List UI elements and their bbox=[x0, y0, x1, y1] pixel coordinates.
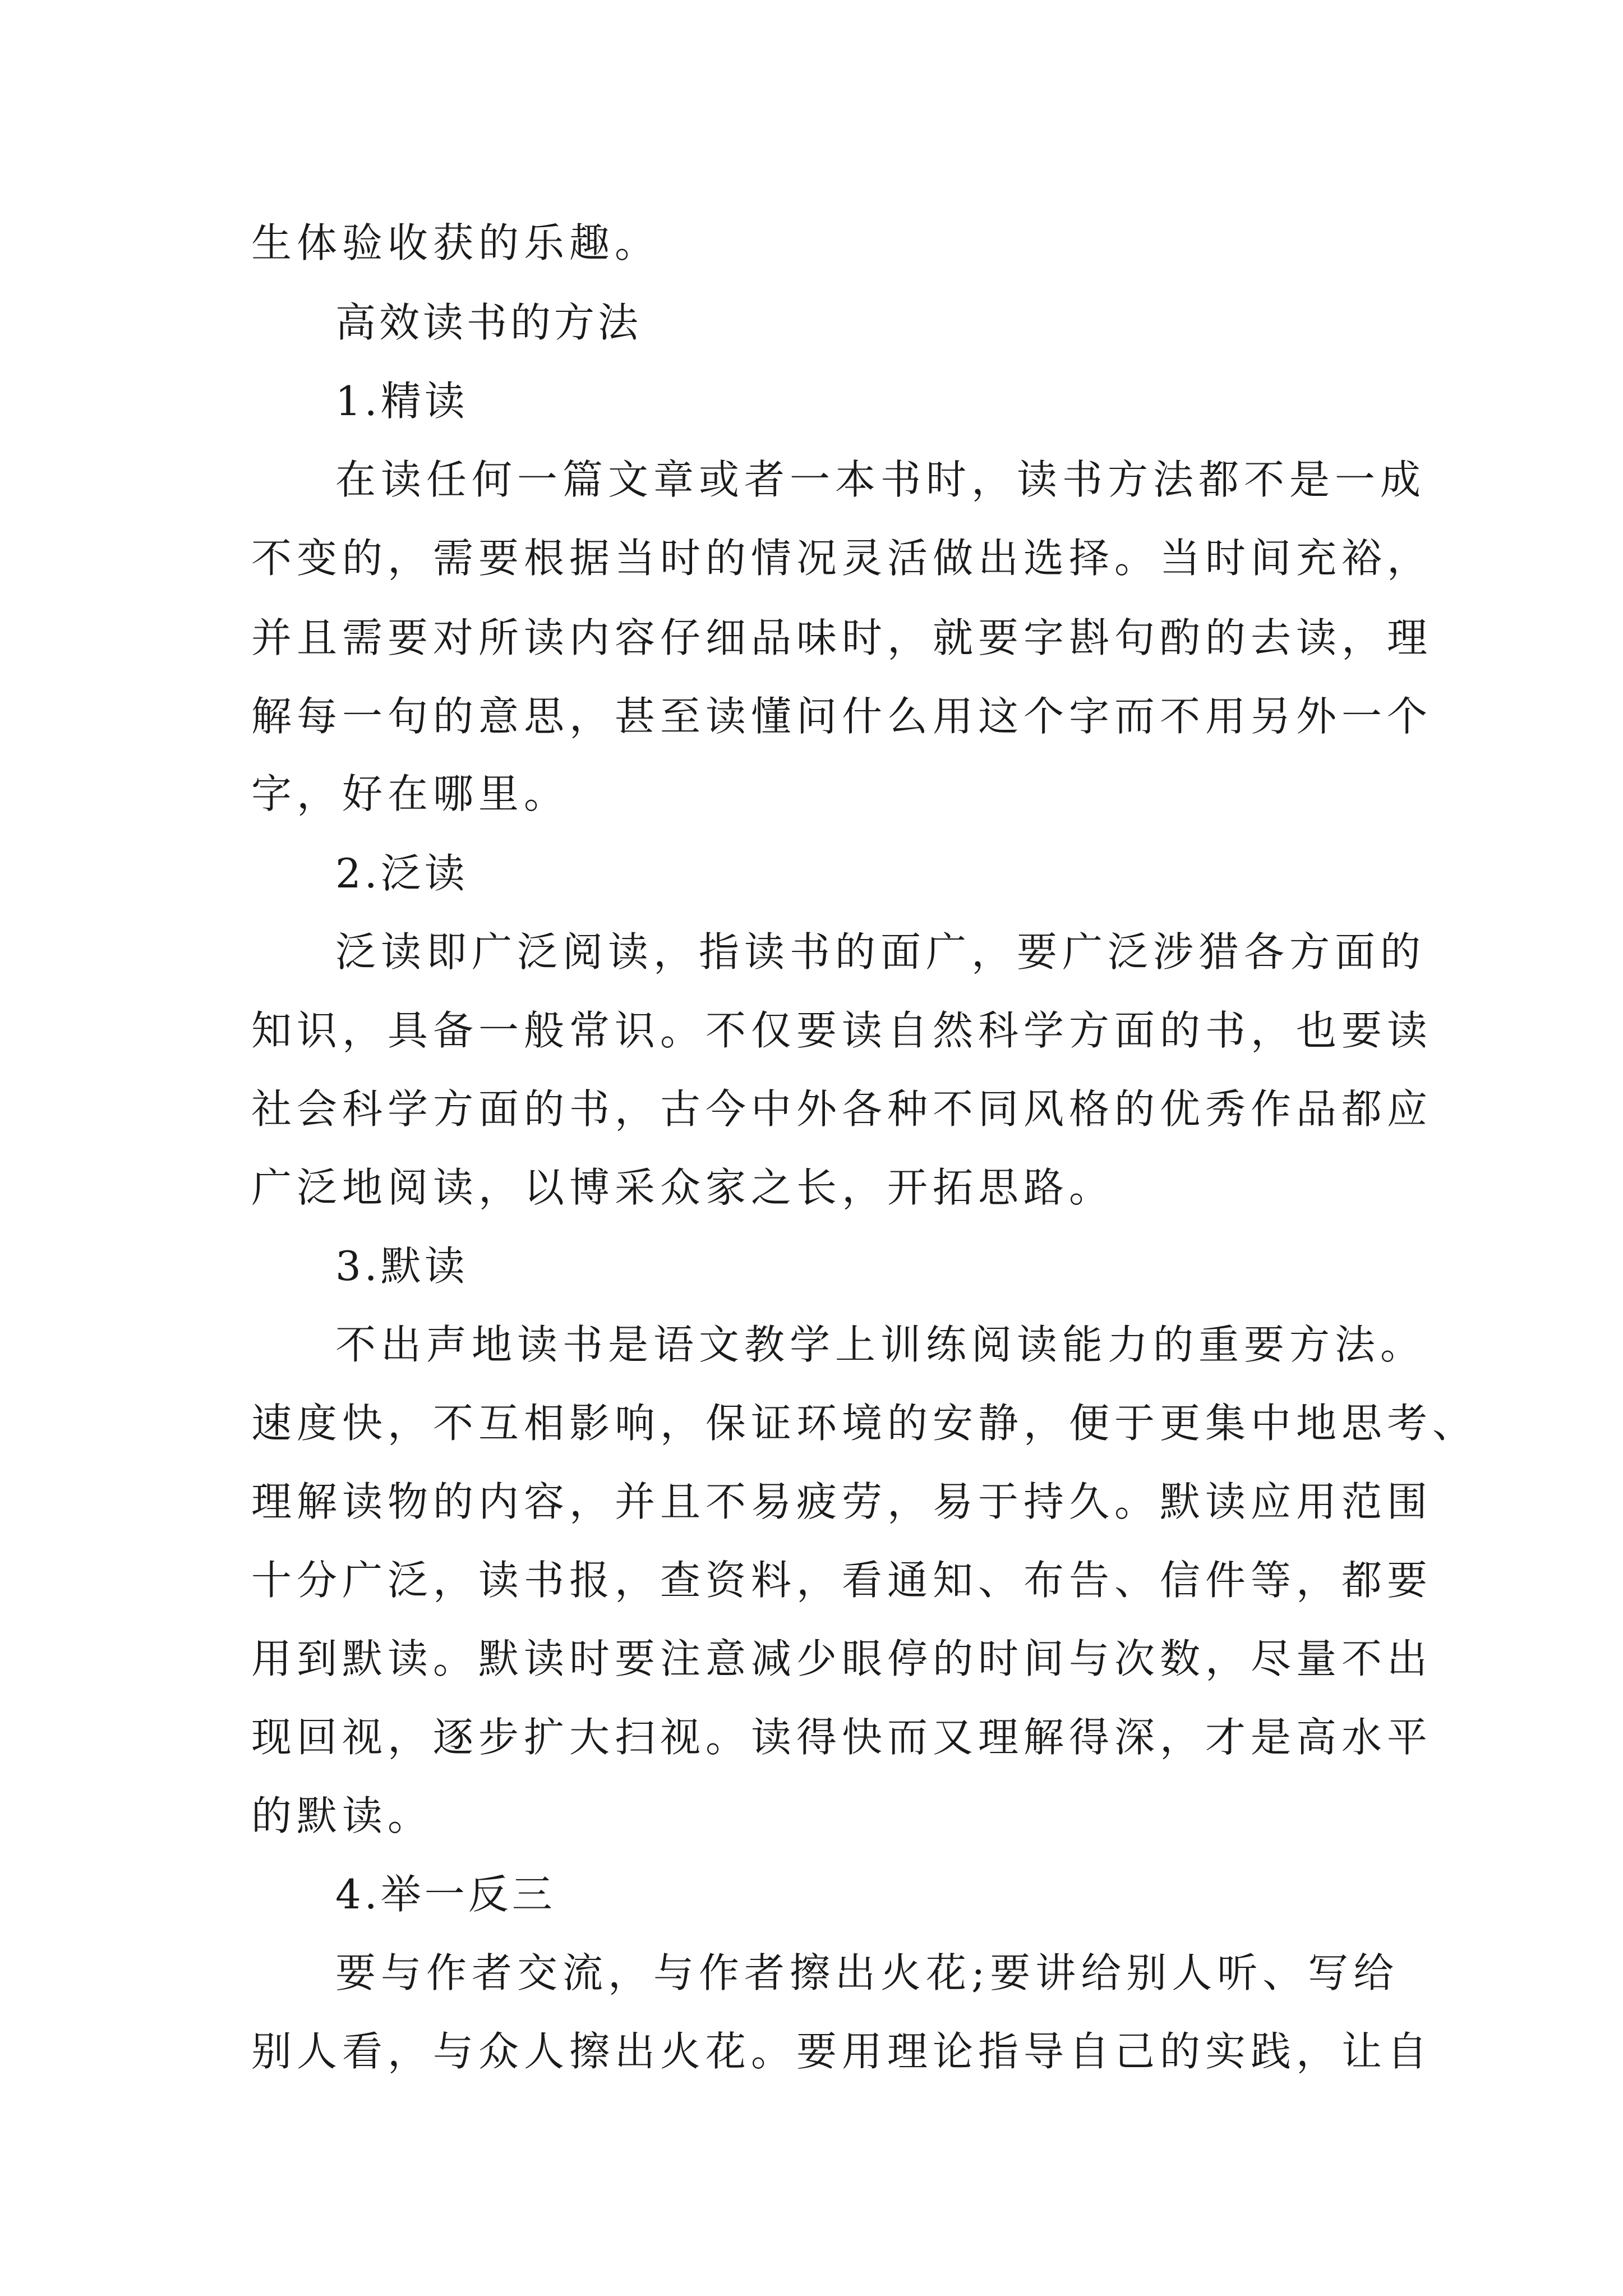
paragraph-line: 知识，具备一般常识。不仅要读自然科学方面的书，也要读 bbox=[251, 1007, 1433, 1054]
paragraph-line: 现回视，逐步扩大扫视。读得快而又理解得深，才是高水平 bbox=[251, 1714, 1433, 1761]
method-heading-4: 4.举一反三 bbox=[335, 1871, 556, 1918]
method-heading-1: 1.精读 bbox=[335, 378, 468, 425]
paragraph-line: 泛读即广泛阅读，指读书的面广，要广泛涉猎各方面的 bbox=[335, 928, 1426, 976]
method-heading-3: 3.默读 bbox=[335, 1243, 468, 1290]
paragraph-line: 不变的，需要根据当时的情况灵活做出选择。当时间充裕， bbox=[251, 535, 1433, 582]
paragraph-line: 速度快，不互相影响，保证环境的安静，便于更集中地思考、 bbox=[251, 1400, 1478, 1447]
paragraph-line: 并且需要对所读内容仔细品味时，就要字斟句酌的去读，理 bbox=[251, 614, 1433, 661]
paragraph-line: 的默读。 bbox=[251, 1792, 434, 1839]
paragraph-line: 生体验收获的乐趣。 bbox=[251, 219, 661, 266]
paragraph-line: 十分广泛，读书报，查资料，看通知、布告、信件等，都要 bbox=[251, 1557, 1433, 1604]
paragraph-line: 社会科学方面的书，古今中外各种不同风格的优秀作品都应 bbox=[251, 1085, 1433, 1133]
paragraph-line: 要与作者交流，与作者擦出火花;要讲给别人听、写给 bbox=[335, 1949, 1399, 1996]
paragraph-line: 用到默读。默读时要注意减少眼停的时间与次数，尽量不出 bbox=[251, 1635, 1433, 1682]
section-title: 高效读书的方法 bbox=[335, 299, 642, 346]
paragraph-line: 字，好在哪里。 bbox=[251, 770, 570, 817]
paragraph-line: 理解读物的内容，并且不易疲劳，易于持久。默读应用范围 bbox=[251, 1478, 1433, 1525]
paragraph-line: 不出声地读书是语文教学上训练阅读能力的重要方法。 bbox=[335, 1321, 1426, 1368]
paragraph-line: 在读任何一篇文章或者一本书时，读书方法都不是一成 bbox=[335, 456, 1426, 503]
paragraph-line: 解每一句的意思，甚至读懂问什么用这个字而不用另外一个 bbox=[251, 693, 1433, 740]
paragraph-line: 别人看，与众人擦出火花。要用理论指导自己的实践，让自 bbox=[251, 2028, 1433, 2075]
paragraph-line: 广泛地阅读，以博采众家之长，开拓思路。 bbox=[251, 1164, 1115, 1211]
method-heading-2: 2.泛读 bbox=[335, 850, 468, 897]
